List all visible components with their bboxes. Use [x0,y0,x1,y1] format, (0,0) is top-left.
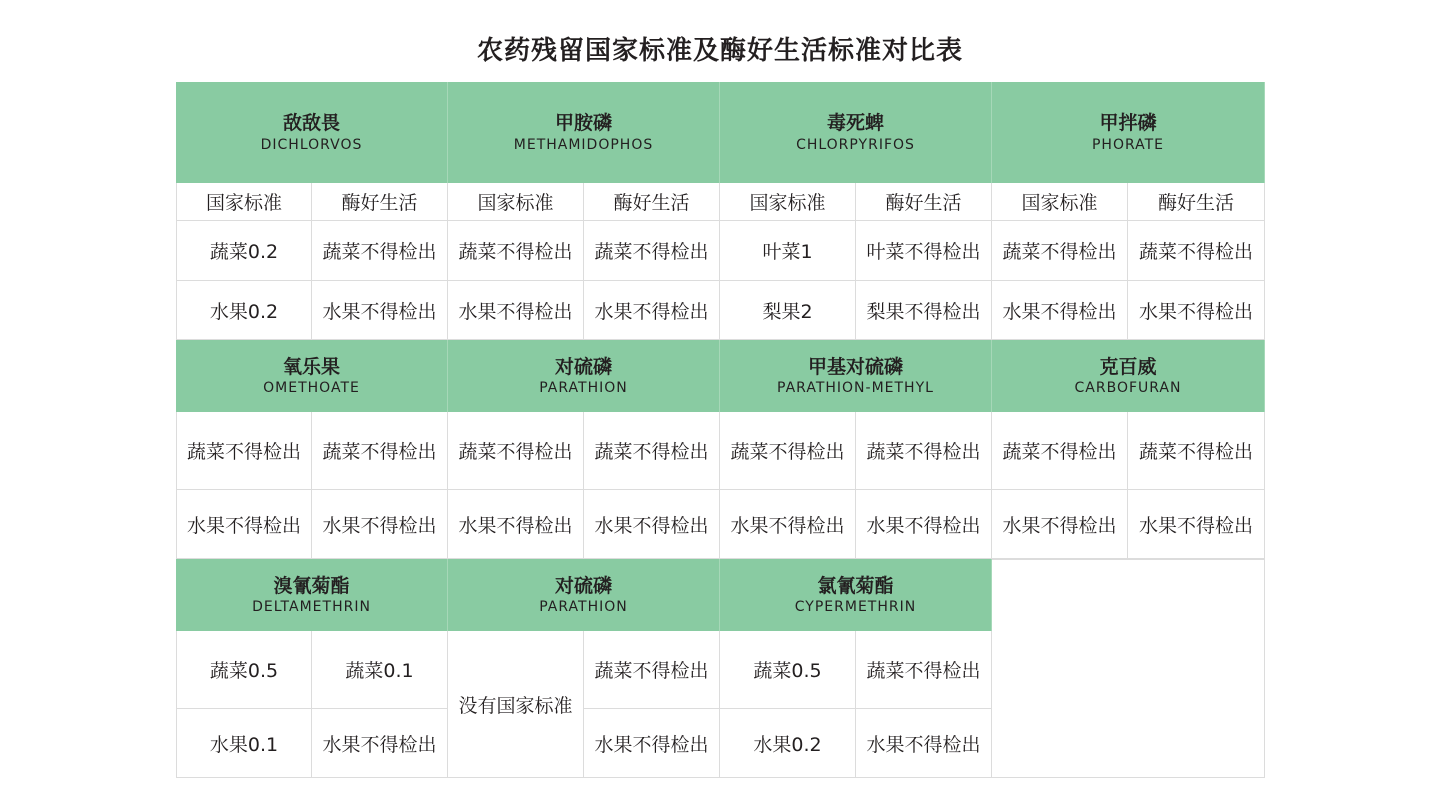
meihao-standard-cell: 水果不得检出 [312,281,448,340]
pesticide-name-en: DELTAMETHRIN [252,599,371,616]
pesticide-header [720,340,992,412]
meihao-standard-cell: 蔬菜不得检出 [584,631,720,709]
meihao-standard-cell: 叶菜不得检出 [856,221,992,281]
national-standard-cell: 蔬菜不得检出 [992,412,1128,490]
meihao-standard-cell: 水果不得检出 [312,490,448,559]
meihao-standard-cell: 水果不得检出 [856,709,992,778]
meihao-standard-cell: 水果不得检出 [1128,281,1265,340]
pesticide-name-cn: 氧乐果 [282,355,340,378]
national-standard-cell: 水果不得检出 [992,490,1128,559]
pesticide-name-en: OMETHOATE [263,380,360,397]
pesticide-name-cn: 溴氰菊酯 [273,574,350,597]
national-standard-cell: 蔬菜不得检出 [448,221,584,281]
pesticide-name-en: CHLORPYRIFOS [796,136,915,153]
national-standard-cell: 蔬菜0.2 [176,221,312,281]
national-standard-cell: 水果不得检出 [176,490,312,559]
meihao-standard-cell: 水果不得检出 [584,709,720,778]
pesticide-header [448,559,720,631]
pesticide-name-en: PHORATE [1091,136,1165,153]
pesticide-name-cn: 对硫磷 [554,574,612,597]
meihao-standard-cell: 蔬菜不得检出 [312,221,448,281]
national-standard-cell: 没有国家标准 [448,631,584,778]
national-standard-cell: 水果0.2 [720,709,856,778]
national-standard-cell: 叶菜1 [720,221,856,281]
pesticide-name-cn: 甲基对硫磷 [807,355,903,378]
meihao-standard-cell: 蔬菜不得检出 [856,412,992,490]
pesticide-name-cn: 毒死蜱 [826,112,884,135]
pesticide-header [176,82,448,183]
national-standard-cell: 蔬菜0.5 [720,631,856,709]
national-standard-cell: 蔬菜不得检出 [176,412,312,490]
pesticide-name-en: PARATHION [539,599,628,616]
meihao-standard-cell: 水果不得检出 [1128,490,1265,559]
national-standard-cell: 水果不得检出 [448,490,584,559]
column-label-national: 国家标准 [176,183,312,221]
pesticide-name-cn: 甲拌磷 [1099,112,1157,135]
meihao-standard-cell: 水果不得检出 [856,490,992,559]
pesticide-header [448,82,720,183]
national-standard-cell: 梨果2 [720,281,856,340]
pesticide-header [992,82,1265,183]
national-standard-cell: 蔬菜0.5 [176,631,312,709]
meihao-standard-cell: 蔬菜不得检出 [1128,412,1265,490]
pesticide-name-cn: 氯氰菊酯 [817,574,894,597]
pesticide-name-en: CARBOFURAN [1074,380,1182,397]
pesticide-name-en: PARATHION [539,380,628,397]
pesticide-name-en: METHAMIDOPHOS [513,136,654,153]
column-label-national: 国家标准 [448,183,584,221]
meihao-standard-cell: 蔬菜不得检出 [584,412,720,490]
meihao-standard-cell: 梨果不得检出 [856,281,992,340]
national-standard-cell: 水果不得检出 [992,281,1128,340]
national-standard-cell: 水果不得检出 [448,281,584,340]
meihao-standard-cell: 水果不得检出 [584,281,720,340]
national-standard-cell: 蔬菜不得检出 [448,412,584,490]
meihao-standard-cell: 蔬菜不得检出 [584,221,720,281]
pesticide-header [720,559,992,631]
pesticide-name-en: DICHLORVOS [260,136,363,153]
column-label-meihao: 酶好生活 [312,183,448,221]
column-label-meihao: 酶好生活 [584,183,720,221]
national-standard-cell: 蔬菜不得检出 [720,412,856,490]
pesticide-name-cn: 克百威 [1099,355,1157,378]
national-standard-cell: 水果不得检出 [720,490,856,559]
national-standard-cell: 水果0.2 [176,281,312,340]
meihao-standard-cell: 蔬菜0.1 [312,631,448,709]
pesticide-name-cn: 对硫磷 [554,355,612,378]
meihao-standard-cell: 水果不得检出 [312,709,448,778]
page-title: 农药残留国家标准及酶好生活标准对比表 [476,36,963,66]
column-label-meihao: 酶好生活 [1128,183,1265,221]
pesticide-name-en: PARATHION-METHYL [777,380,934,397]
meihao-standard-cell: 蔬菜不得检出 [1128,221,1265,281]
pesticide-name-en: CYPERMETHRIN [794,599,917,616]
column-label-national: 国家标准 [992,183,1128,221]
national-standard-cell: 蔬菜不得检出 [992,221,1128,281]
pesticide-name-cn: 甲胺磷 [554,112,612,135]
comparison-table [176,82,1266,778]
national-standard-cell: 水果0.1 [176,709,312,778]
pesticide-name-cn: 敌敌畏 [282,112,340,135]
empty-area [992,559,1265,778]
pesticide-header [448,340,720,412]
pesticide-header [992,340,1265,412]
meihao-standard-cell: 蔬菜不得检出 [312,412,448,490]
meihao-standard-cell: 水果不得检出 [584,490,720,559]
pesticide-header [176,340,448,412]
pesticide-header [176,559,448,631]
meihao-standard-cell: 蔬菜不得检出 [856,631,992,709]
column-label-meihao: 酶好生活 [856,183,992,221]
column-label-national: 国家标准 [720,183,856,221]
pesticide-header [720,82,992,183]
